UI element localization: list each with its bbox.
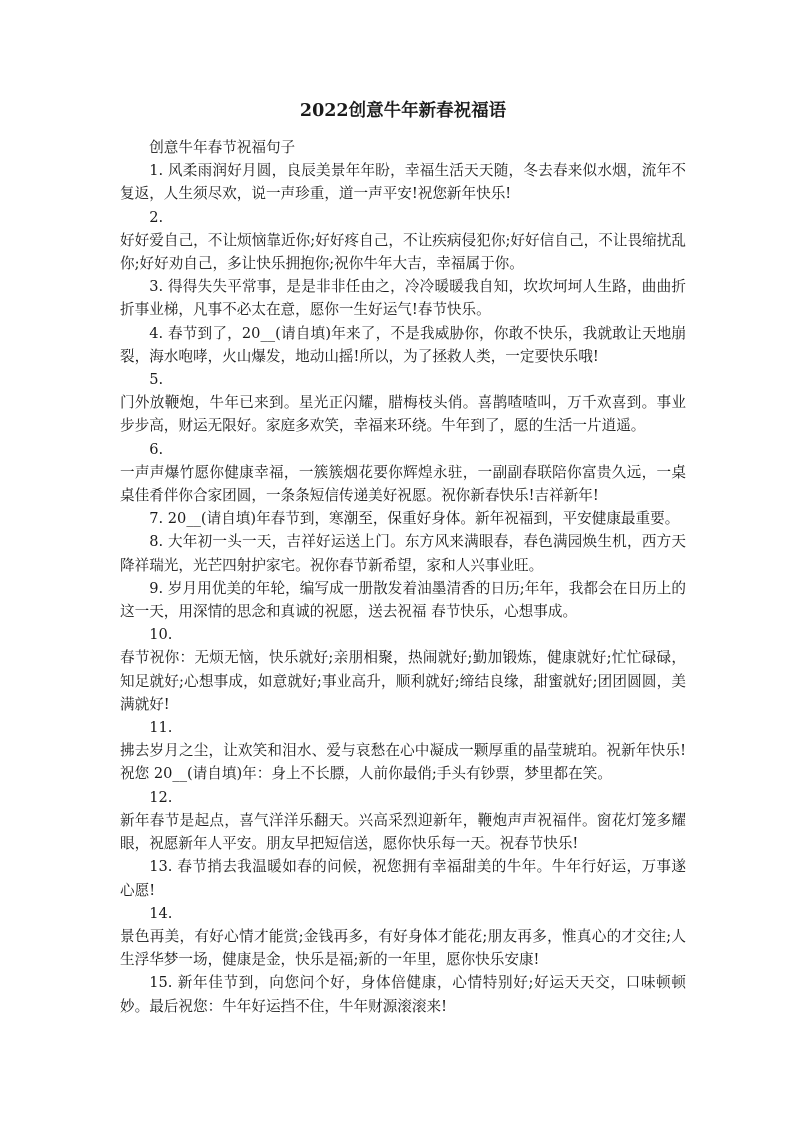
- paragraph: 3. 得得失失平常事，是是非非任由之，冷冷暖暖我自知，坎坎坷坷人生路，曲曲折折事业梯，凡事不必太在意，愿你一生好运气!春节快乐。: [120, 278, 686, 319]
- paragraph: 春节祝你：无烦无恼，快乐就好;亲朋相聚，热闹就好;勤加锻炼，健康就好;忙忙碌碌，知足就好;心想事成，如意就好;事业高升，顺利就好;缔结良缘，甜蜜就好;团团圆圆，美满就好!: [120, 649, 686, 713]
- paragraph: 15. 新年佳节到，向您问个好，身体倍健康，心情特别好;好运天天交，口味顿顿妙。最后祝您：牛年好运挡不住，牛年财源滚滚来!: [120, 974, 686, 1015]
- item-number: 12.: [149, 788, 173, 806]
- paragraph: 9. 岁月用优美的年轮，编写成一册散发着油墨清香的日历;年年，我都会在日历上的这一天，用深情的思念和真诚的祝愿，送去祝福 春节快乐，心想事成。: [120, 579, 686, 621]
- item-number: 14.: [149, 904, 173, 922]
- item-number: 2.: [149, 208, 164, 226]
- paragraph: 景色再美，有好心情才能赏;金钱再多，有好身体才能花;朋友再多，惟真心的才交往;人生浮华梦一场，健康是金，快乐是福;新的一年里，愿你快乐安康!: [120, 927, 686, 969]
- item-number: 11.: [149, 719, 173, 737]
- paragraph: 1. 风柔雨润好月圆，良辰美景年年盼，幸福生活天天随，冬去春来似水烟，流年不复返，人生须尽欢，说一声珍重，道一声平安!祝您新年快乐!: [120, 162, 686, 203]
- document-title: 2022创意牛年新春祝福语: [299, 101, 507, 121]
- paragraph: 一声声爆竹愿你健康幸福，一簇簇烟花要你辉煌永驻，一副副春联陪你富贵久远，一桌桌佳肴伴你合家团圆，一条条短信传递美好祝愿。祝你新春快乐!吉祥新年!: [120, 463, 686, 505]
- item-number: 6.: [149, 440, 164, 458]
- paragraph: 7. 20__(请自填)年春节到，寒潮至，保重好身体。新年祝福到，平安健康最重要。: [149, 510, 680, 528]
- paragraph: 4. 春节到了，20__(请自填)年来了，不是我威胁你，你敢不快乐，我就敢让天地崩裂，海水咆哮，火山爆发，地动山摇!所以，为了拯救人类，一定要快乐哦!: [120, 324, 686, 365]
- paragraph: 新年春节是起点，喜气洋洋乐翻天。兴高采烈迎新年，鞭炮声声祝福伴。窗花灯笼多耀眼，祝愿新年人平安。朋友早把短信送，愿你快乐每一天。祝春节快乐!: [120, 811, 686, 853]
- item-number: 5.: [149, 371, 164, 389]
- paragraph: 好好爱自己，不让烦恼靠近你;好好疼自己，不让疾病侵犯你;好好信自己，不让畏缩扰乱你;好好劝自己，多让快乐拥抱你;祝你牛年大吉，幸福属于你。: [120, 231, 686, 273]
- item-number: 10.: [149, 626, 173, 644]
- document-body: [120, 98, 686, 1018]
- document-subtitle: 创意牛年春节祝福句子: [149, 139, 296, 156]
- paragraph: 拂去岁月之尘，让欢笑和泪水、爱与哀愁在心中凝成一颗厚重的晶莹琥珀。祝新年快乐!祝您 20__(请自填)年：身上不长膘，人前你最俏;手头有钞票，梦里都在笑。: [120, 742, 686, 783]
- paragraph: 8. 大年初一头一天，吉祥好运送上门。东方风来满眼春，春色满园焕生机，西方天降祥瑞光，光芒四射护家宅。祝你春节新希望，家和人兴事业旺。: [120, 533, 686, 574]
- paragraph: 13. 春节捎去我温暖如春的问候，祝您拥有幸福甜美的牛年。牛年行好运，万事遂心愿!: [120, 858, 686, 899]
- paragraph: 门外放鞭炮，牛年已来到。星光正闪耀，腊梅枝头俏。喜鹊喳喳叫，万千欢喜到。事业步步高，财运无限好。家庭多欢笑，幸福来环绕。牛年到了，愿的生活一片逍遥。: [120, 394, 686, 435]
- paragraph-list: [120, 159, 686, 1018]
